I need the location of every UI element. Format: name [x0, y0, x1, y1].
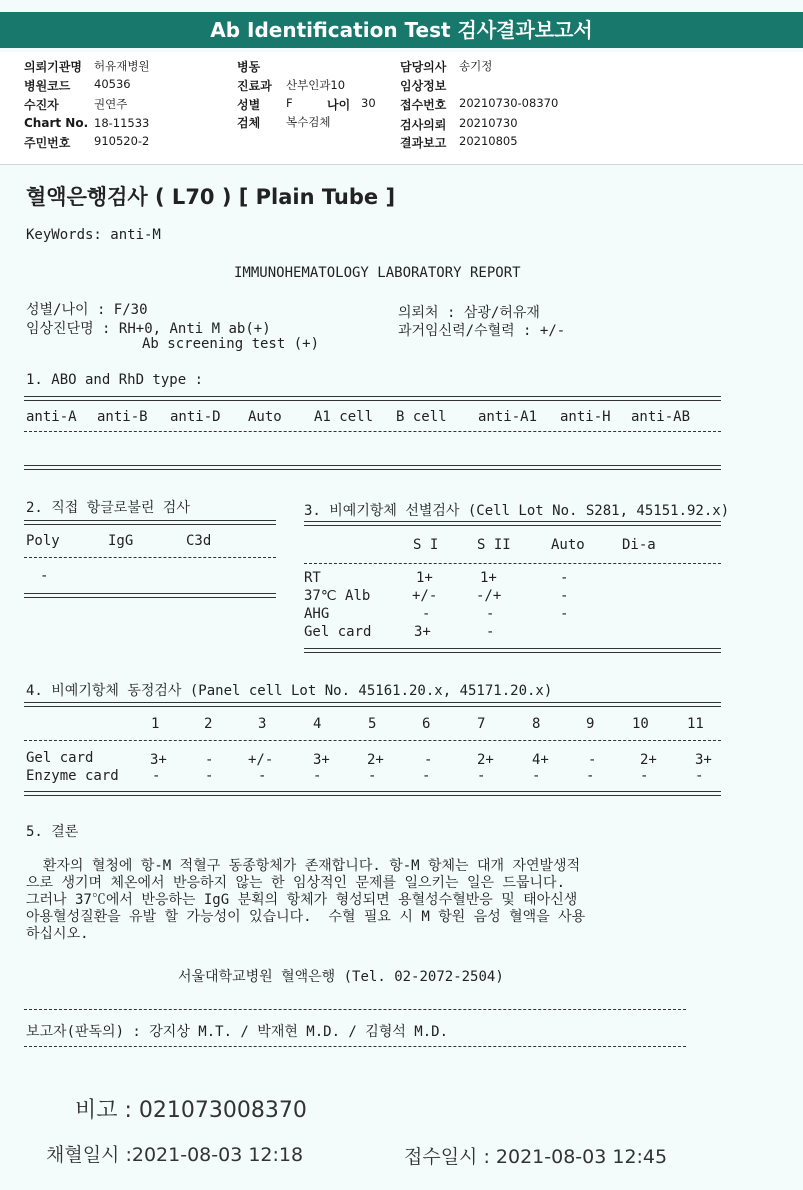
abo-header-anti-a1: anti-A1	[478, 409, 538, 425]
info-value: 복수검체	[286, 115, 331, 129]
screen-header-di-a: Di-a	[622, 537, 656, 553]
divider	[24, 702, 721, 707]
screen-header-auto: Auto	[551, 537, 585, 553]
info-label: 임상정보	[400, 79, 447, 93]
screen-cell: 1+	[416, 570, 433, 586]
panel-col: 8	[532, 716, 541, 732]
info-label: 결과보고	[400, 136, 447, 150]
info-label: 수진자	[24, 98, 59, 112]
section-4-title: 4. 비예기항체 동정검사 (Panel cell Lot No. 45161.20.x, 45171.20.x)	[26, 683, 553, 699]
info-value: 40536	[94, 77, 131, 91]
abo-header-anti-d: anti-D	[170, 409, 221, 425]
conclusion-line: 환자의 혈청에 항-M 적혈구 동종항체가 존재합니다. 항-M 항체는 대개 자연발생적	[26, 858, 581, 874]
info-value: 30	[361, 96, 376, 110]
panel-cell: -	[695, 768, 704, 784]
screen-cell: 1+	[480, 570, 497, 586]
divider	[24, 520, 276, 525]
info-label: 성별	[237, 98, 261, 112]
screen-row-label: AHG	[304, 606, 330, 622]
section-2-title: 2. 직접 항글로불린 검사	[26, 500, 190, 516]
panel-cell: -	[532, 768, 541, 784]
abo-header-anti-b: anti-B	[97, 409, 148, 425]
panel-cell: -	[205, 752, 214, 768]
requester: 의뢰처 : 삼광/허유재	[398, 305, 540, 321]
abo-header-a1-cell: A1 cell	[314, 409, 374, 425]
divider	[24, 465, 721, 470]
info-value: 20210805	[459, 134, 518, 148]
divider	[24, 431, 721, 432]
conclusion-line: 으로 생기며 체온에서 반응하지 않는 한 임상적인 문제를 일으키는 일은 드뭅니다.	[26, 875, 566, 891]
info-value: 송기정	[459, 59, 493, 73]
collection-time: 채혈일시 :2021-08-03 12:18	[46, 1144, 304, 1166]
diagnosis-line2: Ab screening test (+)	[142, 336, 320, 352]
panel-cell: -	[640, 768, 649, 784]
abo-header-anti-a: anti-A	[26, 409, 77, 425]
divider	[304, 563, 721, 564]
conclusion-line: 하십시오.	[26, 926, 89, 942]
panel-cell: 2+	[640, 752, 657, 768]
info-value: 20210730	[459, 116, 518, 130]
info-label: 병동	[237, 60, 261, 74]
abo-header-anti-ab: anti-AB	[631, 409, 691, 425]
screen-cell: -	[560, 606, 569, 622]
screen-cell: -	[560, 570, 569, 586]
diagnosis: 임상진단명 : RH+0, Anti M ab(+)	[26, 321, 271, 337]
panel-cell: 3+	[313, 752, 330, 768]
screen-cell: -	[560, 588, 569, 604]
patient-info-panel	[0, 52, 803, 165]
divider	[24, 1009, 686, 1010]
screen-cell: +/-	[412, 588, 438, 604]
conclusion-line: 그러나 37℃에서 반응하는 IgG 분획의 항체가 형성되면 용혈성수혈반응 및 태아신생	[26, 892, 578, 908]
panel-col: 1	[151, 716, 160, 732]
panel-col: 6	[422, 716, 431, 732]
panel-row-label: Gel card	[26, 750, 94, 766]
divider	[24, 1046, 686, 1047]
panel-row-label: Enzyme card	[26, 768, 119, 784]
section-3-title: 3. 비예기항체 선별검사 (Cell Lot No. S281, 45151.92.x)	[304, 503, 730, 519]
panel-cell: 2+	[367, 752, 384, 768]
info-label: 진료과	[237, 79, 272, 93]
abo-header-b-cell: B cell	[396, 409, 447, 425]
panel-cell: 2+	[477, 752, 494, 768]
history: 과거임신력/수혈력 : +/-	[398, 323, 566, 339]
dat-poly-value: -	[40, 568, 49, 584]
panel-cell: -	[313, 768, 322, 784]
info-label: 나이	[327, 98, 351, 112]
report-header: Ab Identification Test 검사결과보고서	[0, 12, 803, 48]
screen-cell: -/+	[476, 588, 502, 604]
info-label: 검체	[237, 116, 261, 130]
keywords: KeyWords: anti-M	[26, 227, 161, 243]
panel-col: 3	[258, 716, 267, 732]
info-label: 접수번호	[400, 98, 447, 112]
divider	[304, 648, 721, 653]
dat-header-igg: IgG	[108, 533, 134, 549]
screen-header-s2: S II	[477, 537, 511, 553]
panel-col: 10	[632, 716, 649, 732]
reporter: 보고자(판독의) : 강지상 M.T. / 박재현 M.D. / 김형석 M.D.	[26, 1024, 449, 1040]
section-1-title: 1. ABO and RhD type :	[26, 372, 204, 388]
conclusion-line: 아용혈성질환을 유발 할 가능성이 있습니다. 수혈 필요 시 M 항원 음성 혈액을 사용	[26, 909, 586, 925]
panel-cell: -	[258, 768, 267, 784]
info-label: 담당의사	[400, 60, 447, 74]
report-title: 혈액은행검사 ( L70 ) [ Plain Tube ]	[26, 185, 396, 209]
dat-header-c3d: C3d	[186, 533, 212, 549]
abo-header-anti-h: anti-H	[560, 409, 611, 425]
dat-header-poly: Poly	[26, 533, 60, 549]
divider	[24, 791, 721, 796]
screen-row-label: Gel card	[304, 624, 372, 640]
panel-cell: -	[586, 768, 595, 784]
info-value: 18-11533	[94, 116, 150, 130]
divider	[304, 521, 721, 526]
panel-cell: -	[205, 768, 214, 784]
info-value: 권연주	[94, 97, 128, 111]
remark: 비고 : 021073008370	[75, 1098, 307, 1123]
conclusion	[26, 858, 585, 943]
panel-cell: +/-	[248, 752, 274, 768]
panel-col: 11	[687, 716, 704, 732]
info-value: 20210730-08370	[459, 96, 559, 110]
info-value: 산부인과10	[286, 78, 346, 92]
info-label: Chart No.	[24, 116, 89, 130]
receipt-time: 접수일시 : 2021-08-03 12:45	[404, 1146, 668, 1168]
panel-cell: -	[422, 768, 431, 784]
screen-cell: 3+	[414, 624, 431, 640]
info-label: 검사의뢰	[400, 118, 447, 132]
divider	[24, 593, 276, 598]
panel-cell: -	[152, 768, 161, 784]
panel-col: 4	[313, 716, 322, 732]
panel-cell: -	[424, 752, 433, 768]
hospital-contact: 서울대학교병원 혈액은행 (Tel. 02-2072-2504)	[178, 969, 504, 985]
info-label: 병원코드	[24, 79, 71, 93]
divider	[24, 557, 276, 558]
panel-col: 2	[204, 716, 213, 732]
info-label: 주민번호	[24, 136, 71, 150]
info-label: 의뢰기관명	[24, 60, 82, 74]
screen-cell: -	[486, 624, 495, 640]
panel-cell: -	[477, 768, 486, 784]
screen-header-s1: S I	[413, 537, 439, 553]
panel-col: 5	[368, 716, 377, 732]
info-value: 허유재병원	[94, 59, 150, 73]
info-value: 910520-2	[94, 134, 150, 148]
panel-cell: -	[588, 752, 597, 768]
screen-cell: -	[422, 606, 431, 622]
sex-age: 성별/나이 : F/30	[26, 302, 148, 318]
screen-row-label: 37℃ Alb	[304, 588, 371, 604]
lab-title: IMMUNOHEMATOLOGY LABORATORY REPORT	[234, 265, 521, 281]
panel-cell: -	[368, 768, 377, 784]
screen-row-label: RT	[304, 570, 321, 586]
info-value: F	[286, 96, 293, 110]
divider	[24, 396, 721, 401]
panel-col: 9	[586, 716, 595, 732]
screen-cell: -	[486, 606, 495, 622]
panel-cell: 4+	[532, 752, 549, 768]
panel-cell: 3+	[695, 752, 712, 768]
abo-header-auto: Auto	[248, 409, 282, 425]
divider	[24, 740, 721, 741]
panel-cell: 3+	[150, 752, 167, 768]
panel-col: 7	[477, 716, 486, 732]
section-5-title: 5. 결론	[26, 824, 79, 840]
